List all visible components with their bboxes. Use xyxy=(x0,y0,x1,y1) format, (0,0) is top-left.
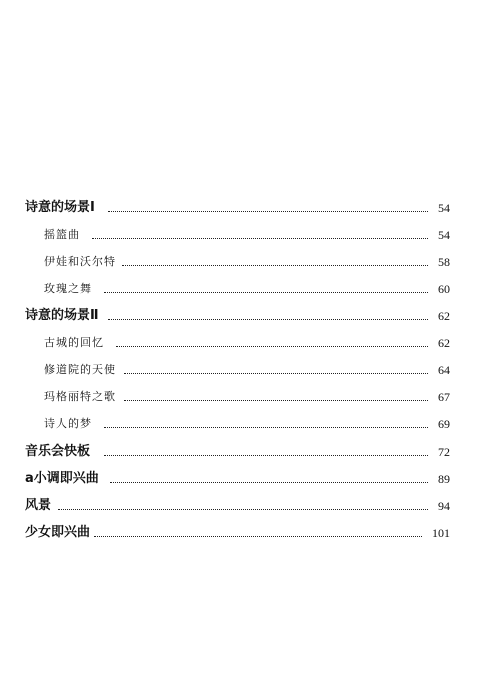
toc-entry-title: 音乐会快板 xyxy=(25,444,91,459)
toc-entry-old-town-memories[interactable] xyxy=(0,333,500,353)
toc-entry-poets-dream[interactable] xyxy=(0,414,500,434)
dot-leader xyxy=(108,211,428,212)
toc-page-number: 72 xyxy=(438,445,450,459)
toc-page-number: 60 xyxy=(438,282,450,296)
toc-entry-concert-allegro[interactable] xyxy=(0,442,500,462)
dot-leader xyxy=(116,346,428,347)
dot-leader xyxy=(122,265,428,266)
dot-leader xyxy=(124,373,428,374)
toc-page-number: 67 xyxy=(438,390,450,404)
toc-entry-title: 诗人的梦 xyxy=(44,417,92,430)
dot-leader xyxy=(108,319,428,320)
toc-page-number: 69 xyxy=(438,417,450,431)
toc-entry-title: 摇篮曲 xyxy=(44,228,80,241)
toc-entry-title: 伊娃和沃尔特 xyxy=(44,255,116,268)
dot-leader xyxy=(94,536,422,537)
toc-entry-rose-dance[interactable] xyxy=(0,279,500,299)
toc-page-number: 94 xyxy=(438,499,450,513)
toc-entry-margaret-song[interactable] xyxy=(0,387,500,407)
toc-entry-convent-angel[interactable] xyxy=(0,360,500,380)
toc-page-number: 62 xyxy=(438,336,450,350)
toc-page-number: 54 xyxy=(438,228,450,242)
toc-entry-title: 古城的回忆 xyxy=(44,336,104,349)
dot-leader xyxy=(104,427,428,428)
toc-entry-title: 诗意的场景Ⅱ xyxy=(25,308,99,323)
toc-page-number: 64 xyxy=(438,363,450,377)
dot-leader xyxy=(110,482,428,483)
toc-entry-landscape[interactable] xyxy=(0,496,500,516)
toc-entry-title: 玛格丽特之歌 xyxy=(44,390,116,403)
toc-entry-poetic-scenes-2[interactable] xyxy=(0,306,500,326)
toc-entry-eva-and-walter[interactable] xyxy=(0,252,500,272)
dot-leader xyxy=(104,455,428,456)
toc-page-number: 58 xyxy=(438,255,450,269)
toc-page-number: 62 xyxy=(438,309,450,323)
toc-entry-maiden-impromptu[interactable] xyxy=(0,523,500,543)
dot-leader xyxy=(58,509,428,510)
toc-entry-title: a小调即兴曲 xyxy=(25,471,99,486)
toc-entry-poetic-scenes-1[interactable] xyxy=(0,198,500,218)
toc-entry-title: 玫瑰之舞 xyxy=(44,282,92,295)
toc-entry-lullaby[interactable] xyxy=(0,225,500,245)
toc-page-number: 54 xyxy=(438,201,450,215)
toc-entry-title: 少女即兴曲 xyxy=(25,525,91,540)
toc-entry-impromptu-a-minor[interactable] xyxy=(0,469,500,489)
toc-entry-title: 修道院的天使 xyxy=(44,363,116,376)
toc-page-number: 89 xyxy=(438,472,450,486)
dot-leader xyxy=(92,238,428,239)
toc-entry-title: 诗意的场景Ⅰ xyxy=(25,200,95,215)
toc-page-number: 101 xyxy=(432,526,450,540)
dot-leader xyxy=(104,292,428,293)
toc-entry-title: 风景 xyxy=(25,498,52,513)
dot-leader xyxy=(124,400,428,401)
